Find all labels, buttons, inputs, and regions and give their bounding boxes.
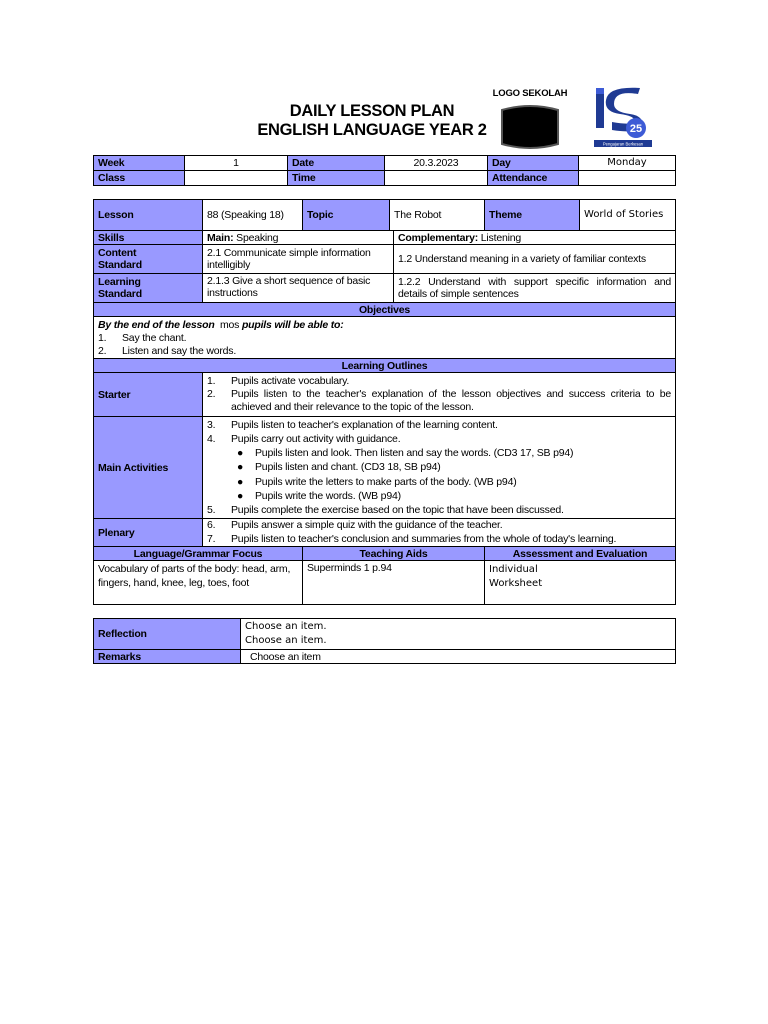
day-value: Monday <box>579 156 676 171</box>
focus-row <box>94 561 676 605</box>
objectives-intro-a: By the end of the lesson <box>98 319 215 331</box>
starter-label: Starter <box>94 373 203 417</box>
content-standard-label-1: Content <box>98 247 137 259</box>
activity-bullet <box>231 460 671 475</box>
activity-bullet <box>231 489 671 504</box>
main-activities-list <box>207 418 671 446</box>
objective-text: Listen and say the words. <box>122 345 237 357</box>
school-logo-label: LOGO SEKOLAH <box>492 88 568 99</box>
step-text: Pupils activate vocabulary. <box>231 374 350 387</box>
main-skill-value: Speaking <box>233 231 279 244</box>
lesson-row <box>94 200 676 231</box>
week-value: 1 <box>185 156 288 171</box>
content-standard-label <box>94 245 203 274</box>
assessment-value <box>485 561 676 605</box>
document-title <box>240 102 504 140</box>
plenary-row <box>94 519 676 547</box>
time-value <box>385 171 488 186</box>
plenary-list <box>207 519 671 546</box>
activity-bullet <box>231 475 671 490</box>
brand-logo-icon <box>592 86 654 150</box>
objectives-row <box>94 317 676 359</box>
teaching-aids-header: Teaching Aids <box>303 547 485 561</box>
step-number: 5. <box>207 503 216 516</box>
reflection-choice-2[interactable]: Choose an item. <box>245 635 327 646</box>
step-text: Pupils listen to teacher's explanation of the learning content. <box>231 419 498 432</box>
starter-row <box>94 373 676 417</box>
focus-header-row <box>94 547 676 561</box>
plenary-item <box>207 519 671 533</box>
bullet-text: Pupils write the letters to make parts of the body. (WB p94) <box>255 475 517 488</box>
objectives-cell <box>94 317 676 359</box>
info-row-1 <box>94 156 676 171</box>
content-standard-complementary: 1.2 Understand meaning in a variety of familiar contexts <box>394 245 676 274</box>
skills-label: Skills <box>94 231 203 245</box>
learning-standard-row <box>94 274 676 303</box>
assessment-line-1: Individual <box>489 564 538 575</box>
assessment-line-2: Worksheet <box>489 578 543 589</box>
plenary-label: Plenary <box>94 519 203 547</box>
complementary-skill-label: Complementary: <box>398 231 479 244</box>
time-label: Time <box>288 171 385 186</box>
activity-bullet <box>231 446 671 461</box>
objective-number: 1. <box>98 332 107 344</box>
content-standard-label-2: Standard <box>98 259 142 271</box>
plenary-cell <box>203 519 676 547</box>
objective-item <box>98 332 671 345</box>
remarks-value[interactable]: Choose an item <box>241 650 676 664</box>
step-number: 6. <box>207 519 216 531</box>
learning-standard-label-2: Standard <box>98 288 142 300</box>
step-number: 2. <box>207 387 216 400</box>
remarks-row <box>94 650 676 664</box>
theme-value: World of Stories <box>580 200 676 231</box>
objectives-intro-b: mos <box>214 319 242 331</box>
outlines-header-row <box>94 359 676 373</box>
step-text: Pupils complete the exercise based on the topic that have been discussed. <box>231 503 564 516</box>
objective-number: 2. <box>98 345 107 357</box>
step-text: Pupils listen to teacher's conclusion and summaries from the whole of today's learning. <box>231 532 617 545</box>
assessment-header: Assessment and Evaluation <box>485 547 676 561</box>
school-logo-shield-icon <box>496 104 564 150</box>
step-number: 1. <box>207 374 216 387</box>
lesson-label: Lesson <box>94 200 203 231</box>
skills-complementary <box>394 231 676 245</box>
main-activities-cell <box>203 417 676 519</box>
objectives-header-row <box>94 303 676 317</box>
bullet-icon: ● <box>237 475 244 488</box>
topic-label: Topic <box>303 200 390 231</box>
brand-logo-caption: Pengajaran Berkesan <box>602 141 644 147</box>
step-number: 4. <box>207 432 216 445</box>
objectives-intro-c: pupils will be able to: <box>241 319 344 331</box>
reflection-label: Reflection <box>94 619 241 650</box>
lesson-value: 88 (Speaking 18) <box>203 200 303 231</box>
objectives-list <box>98 332 671 358</box>
date-value: 20.3.2023 <box>385 156 488 171</box>
bullet-text: Pupils listen and look. Then listen and say the words. (CD3 17, SB p94) <box>255 446 574 459</box>
bullet-text: Pupils listen and chant. (CD3 18, SB p94) <box>255 461 441 474</box>
topic-value: The Robot <box>390 200 485 231</box>
objectives-intro <box>98 318 671 332</box>
starter-cell <box>203 373 676 417</box>
objective-item <box>98 345 671 358</box>
learning-standard-complementary: 1.2.2 Understand with support specific information and details of simple sentences <box>394 274 676 303</box>
date-label: Date <box>288 156 385 171</box>
learning-outlines-header: Learning Outlines <box>94 359 676 373</box>
remarks-label: Remarks <box>94 650 241 664</box>
content-standard-main: 2.1 Communicate simple information intelligibly <box>203 245 394 274</box>
bullet-icon: ● <box>237 461 244 474</box>
week-label: Week <box>94 156 185 171</box>
bullet-text: Pupils write the words. (WB p94) <box>255 490 401 503</box>
starter-list <box>207 375 671 415</box>
bullet-icon: ● <box>237 446 244 459</box>
step-text: Pupils listen to the teacher's explanation of the lesson objectives and success criteria to be achieved and their relevance to the topic of the lesson. <box>231 387 672 413</box>
teaching-aids-value: Superminds 1 p.94 <box>303 561 485 605</box>
starter-item <box>207 375 671 388</box>
lesson-table <box>93 199 676 605</box>
grammar-focus-header: Language/Grammar Focus <box>94 547 303 561</box>
reflection-row <box>94 619 676 650</box>
info-row-2 <box>94 171 676 186</box>
step-number: 7. <box>207 532 216 545</box>
learning-standard-label-1: Learning <box>98 276 141 288</box>
objective-text: Say the chant. <box>122 332 187 344</box>
day-label: Day <box>488 156 579 171</box>
main-activity-item <box>207 504 671 517</box>
main-activities-label: Main Activities <box>94 417 203 519</box>
theme-label: Theme <box>485 200 580 231</box>
bullet-icon: ● <box>237 490 244 503</box>
reflection-table <box>93 618 676 664</box>
title-line-1: DAILY LESSON PLAN <box>289 102 455 120</box>
main-skill-label: Main: <box>207 231 234 244</box>
complementary-skill-value: Listening <box>478 231 522 244</box>
reflection-value <box>241 619 676 650</box>
learning-standard-main: 2.1.3 Give a short sequence of basic instructions <box>203 274 394 303</box>
step-text: Pupils answer a simple quiz with the guidance of the teacher. <box>231 519 503 531</box>
main-activities-bullets <box>207 446 671 504</box>
learning-standard-label <box>94 274 203 303</box>
info-table <box>93 155 676 186</box>
class-label: Class <box>94 171 185 186</box>
main-activities-row <box>94 417 676 519</box>
content-standard-row <box>94 245 676 274</box>
step-number: 3. <box>207 419 216 432</box>
skills-main <box>203 231 394 245</box>
reflection-choice-1[interactable]: Choose an item. <box>245 621 327 632</box>
title-line-2: ENGLISH LANGUAGE YEAR 2 <box>257 121 487 139</box>
objectives-header: Objectives <box>94 303 676 317</box>
main-activity-item <box>207 433 671 446</box>
plenary-item <box>207 533 671 547</box>
class-value <box>185 171 288 186</box>
grammar-focus-value: Vocabulary of parts of the body: head, arm, fingers, hand, knee, leg, toes, foot <box>94 561 303 605</box>
attendance-value <box>579 171 676 186</box>
starter-item <box>207 388 671 415</box>
skills-row <box>94 231 676 245</box>
main-activity-item <box>207 418 671 433</box>
brand-logo-number: 25 <box>629 123 643 135</box>
attendance-label: Attendance <box>488 171 579 186</box>
main-activities-closing <box>207 504 671 517</box>
step-text: Pupils carry out activity with guidance. <box>231 432 401 445</box>
